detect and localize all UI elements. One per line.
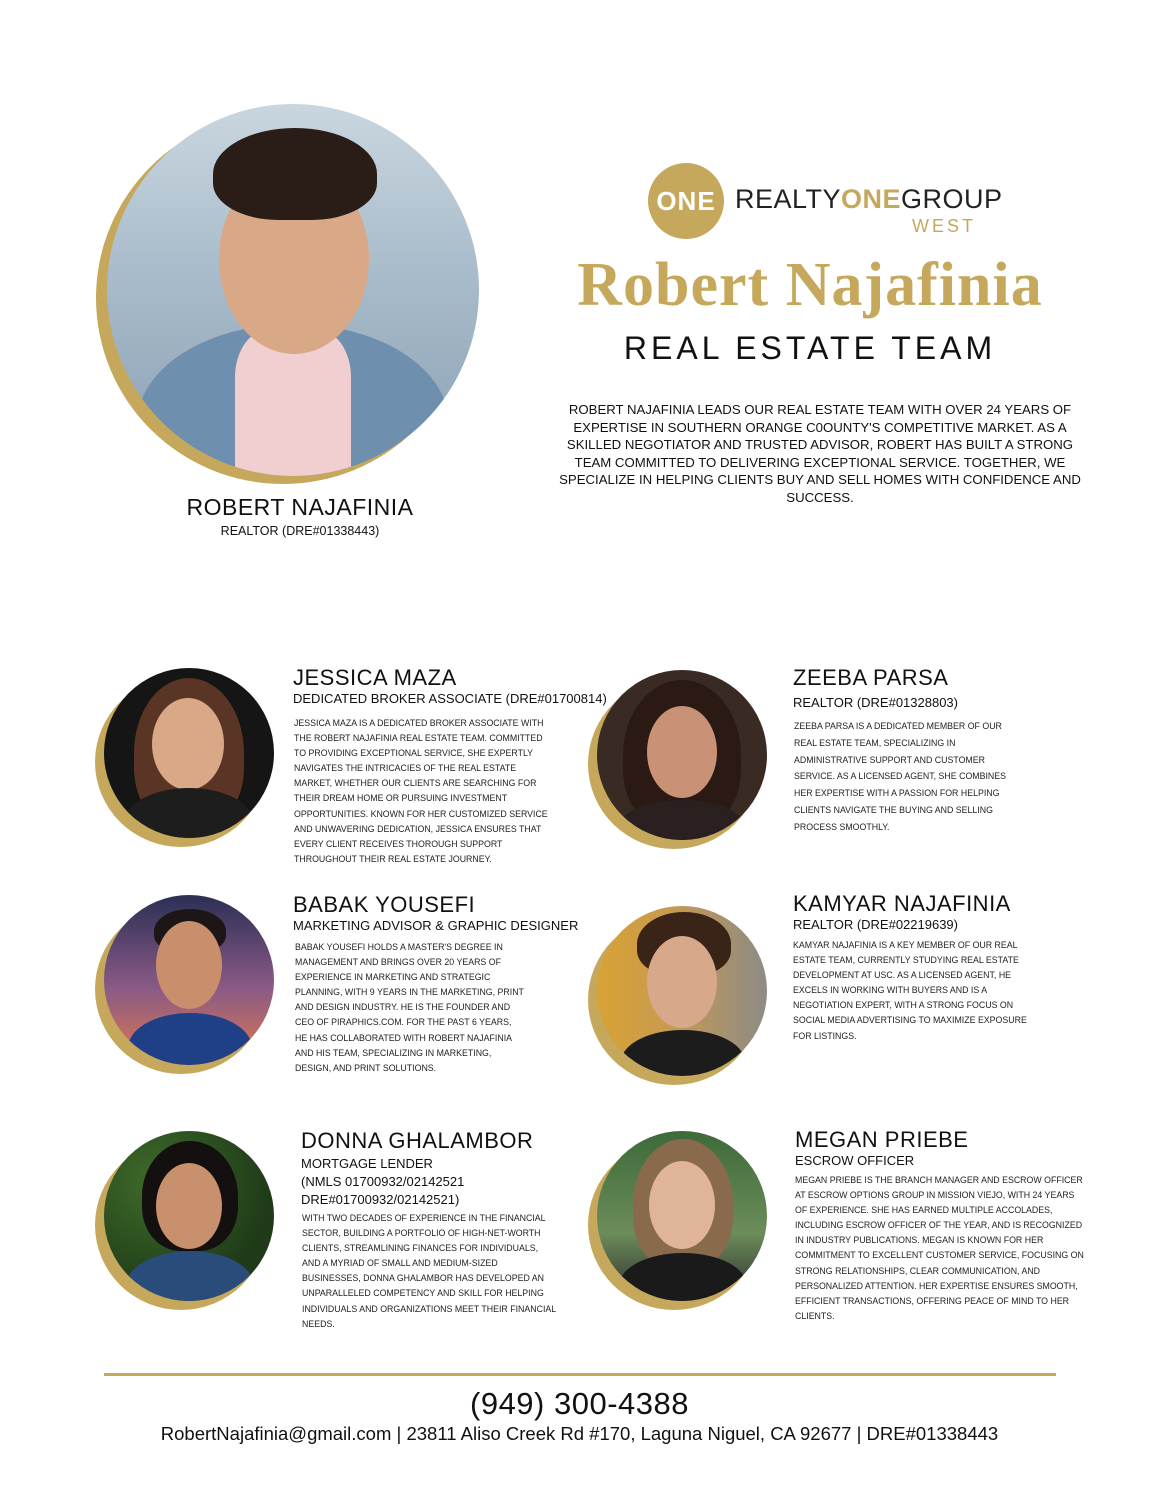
member-role: DEDICATED BROKER ASSOCIATE (DRE#01700814)	[293, 691, 607, 706]
lead-role: REALTOR (DRE#01338443)	[220, 524, 380, 538]
member-bio: BABAK YOUSEFI HOLDS A MASTER'S DEGREE IN MANAGEMENT AND BRINGS OVER 20 YEARS OF EXPERIENCE IN MARKETING AND STRATEGIC PLANNING, WITH 9 YEARS IN THE MARKETING, PRINT AND DESIGN INDUSTRY. HE IS THE FOUNDER AND CEO OF PIRAPHICS.COM. FOR THE PAST 6 YEARS, HE HAS COLLABORATED WITH ROBERT NAJAFINIA AND HIS TEAM, SPECIALIZING IN MARKETING, DESIGN, AND PRINT SOLUTIONS.	[295, 942, 524, 1073]
brand-logo-mark: ONE	[648, 163, 724, 239]
member-bio: WITH TWO DECADES OF EXPERIENCE IN THE FINANCIAL SECTOR, BUILDING A PORTFOLIO OF HIGH-NET-WORTH CLIENTS, STREAMLINING FINANCES FOR INDIVIDUALS, AND A MYRIAD OF SMALL AND MEDIUM-SIZED BUSINESSES, DONNA GHALAMBOR HAS DEVELOPED AN UNPARALLELED COMPETENCY AND SKILL FOR HELPING INDIVIDUALS AND ORGANIZATIONS MEET THEIR FINANCIAL NEEDS.	[302, 1213, 556, 1329]
footer-phone[interactable]: (949) 300-4388	[470, 1386, 689, 1421]
page-subtitle: REAL ESTATE TEAM	[623, 330, 997, 366]
member-bio: JESSICA MAZA IS A DEDICATED BROKER ASSOCIATE WITH THE ROBERT NAJAFINIA REAL ESTATE TEAM. COMMITTED TO PROVIDING EXCEPTIONAL SERVICE, SHE EXPERTLY NAVIGATES THE INTRICACIES OF THE REAL ESTATE MARKET, WHETHER OUR CLIENTS ARE SEARCHING FOR THEIR DREAM HOME OR PURSUING INVESTMENT OPPORTUNITIES. KNOWN FOR HER CUSTOMIZED SERVICE AND UNWAVERING DEDICATION, JESSICA ENSURES THAT EVERY CLIENT RECEIVES THOROUGH SUPPORT THROUGHOUT THEIR REAL ESTATE JOURNEY.	[294, 718, 548, 864]
member-role: REALTOR (DRE#02219639)	[793, 917, 958, 932]
member-bio: MEGAN PRIEBE IS THE BRANCH MANAGER AND ESCROW OFFICER AT ESCROW OPTIONS GROUP IN MISSION VIEJO, WITH 24 YEARS OF EXPERIENCE. SHE HAS EARNED MULTIPLE ACCOLADES, INCLUDING ESCROW OFFICER OF THE YEAR, AND IS RECOGNIZED IN INDUSTRY PUBLICATIONS. MEGAN IS KNOWN FOR HER COMMITMENT TO EXCELLENT CUSTOMER SERVICE, FOCUSING ON STRONG RELATIONSHIPS, CLEAR COMMUNICATION, AND PERSONALIZED ATTENTION. HER EXPERTISE ENSURES SMOOTH, EFFICIENT TRANSACTIONS, OFFERING PEACE OF MIND TO HER CLIENTS.	[795, 1175, 1084, 1321]
brand-logo-sub: WEST	[912, 216, 976, 236]
member-license: DRE#01700932/02142521)	[301, 1192, 460, 1207]
member-name: DONNA GHALAMBOR	[301, 1128, 534, 1153]
member-name: JESSICA MAZA	[293, 665, 457, 690]
page-title: Robert Najafinia	[577, 251, 1043, 319]
member-role: ESCROW OFFICER	[795, 1153, 915, 1168]
lead-name: ROBERT NAJAFINIA	[186, 494, 414, 520]
member-license: (NMLS 01700932/02142521	[301, 1174, 465, 1189]
member-name: ZEEBA PARSA	[793, 665, 949, 690]
member-name: BABAK YOUSEFI	[293, 892, 476, 917]
member-role: MORTGAGE LENDER	[301, 1156, 433, 1171]
footer-divider	[104, 1373, 1056, 1376]
member-role: REALTOR (DRE#01328803)	[793, 695, 958, 710]
member-bio: KAMYAR NAJAFINIA IS A KEY MEMBER OF OUR REAL ESTATE TEAM, CURRENTLY STUDYING REAL ESTATE DEVELOPMENT AT USC. AS A LICENSED AGENT, HE EXCELS IN WORKING WITH BUYERS AND IS A NEGOTIATION EXPERT, WITH A STRONG FOCUS ON SOCIAL MEDIA ADVERTISING TO MAXIMIZE EXPOSURE FOR LISTINGS.	[793, 940, 1027, 1041]
member-role: MARKETING ADVISOR & GRAPHIC DESIGNER	[293, 918, 579, 933]
member-name: MEGAN PRIEBE	[795, 1127, 969, 1152]
footer-contact: RobertNajafinia@gmail.com | 23811 Aliso Creek Rd #170, Laguna Niguel, CA 92677 | DRE#01338443	[160, 1423, 999, 1444]
lead-bio: ROBERT NAJAFINIA LEADS OUR REAL ESTATE TEAM WITH OVER 24 YEARS OF EXPERTISE IN SOUTHERN ORANGE C0OUNTY'S COMPETITIVE MARKET. AS A SKILLED NEGOTIATOR AND TRUSTED ADVISOR, ROBERT HAS BUILT A STRONG TEAM COMMITTED TO DELIVERING EXCEPTIONAL SERVICE. TOGETHER, WE SPECIALIZE IN HELPING CLIENTS BUY AND SELL HOMES WITH CONFIDENCE AND SUCCESS.	[559, 402, 1081, 505]
member-bio: ZEEBA PARSA IS A DEDICATED MEMBER OF OUR REAL ESTATE TEAM, SPECIALIZING IN ADMINISTRATIVE SUPPORT AND CUSTOMER SERVICE. AS A LICENSED AGENT, SHE COMBINES HER EXPERTISE WITH A PASSION FOR HELPING CLIENTS NAVIGATE THE BUYING AND SELLING PROCESS SMOOTHLY.	[794, 721, 1007, 832]
member-name: KAMYAR NAJAFINIA	[793, 891, 1011, 916]
brand-logo-text: REALTYONEGROUP	[735, 184, 1003, 214]
